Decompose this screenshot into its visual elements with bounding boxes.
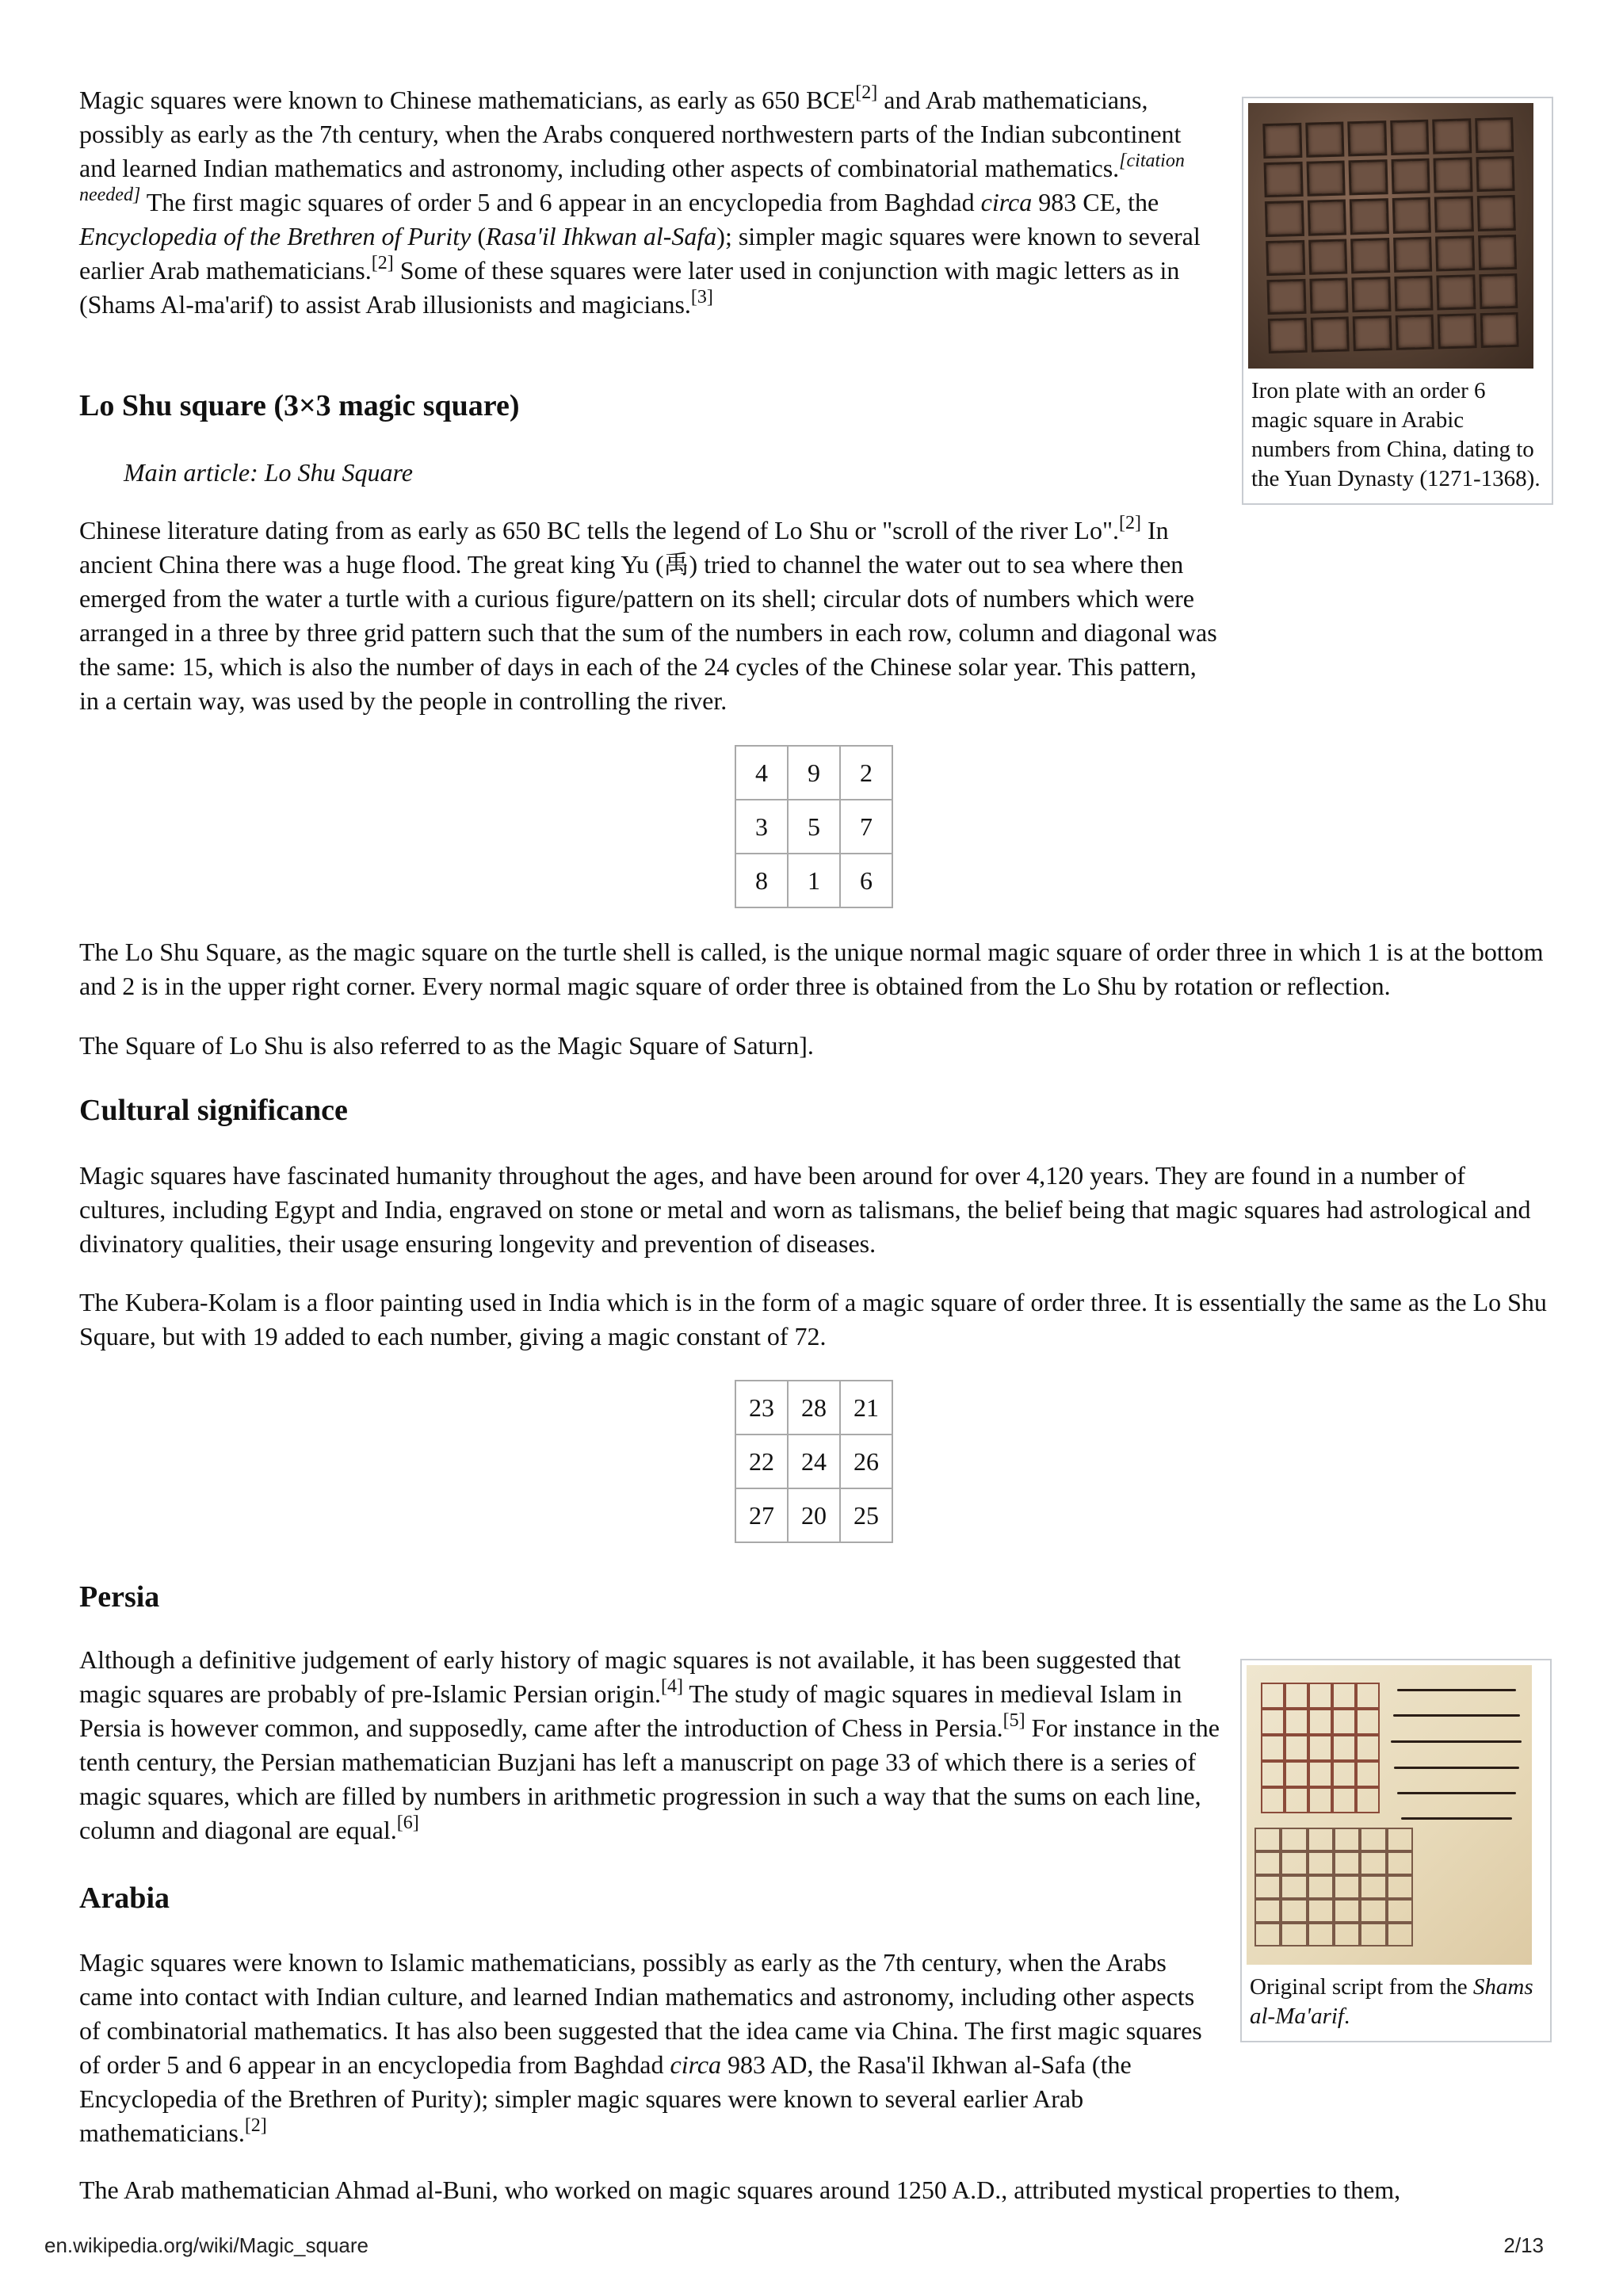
kubera-kolam-square-table: [735, 1380, 893, 1543]
al-buni-paragraph: The Arab mathematician Ahmad al-Buni, who worked on magic squares around 1250 A.D., attributed mystical properties to them,: [79, 2176, 1401, 2204]
cultural-paragraph: Magic squares have fascinated humanity throughout the ages, and have been around for over 4,120 years. They are found in a number of cultures, including Egypt and India, engraved on stone or metal and worn as talismans, the belief being that magic squares had astrological and divinatory qualities, their usage ensuring longevity and prevention of diseases.: [79, 1161, 1531, 1258]
manuscript-grid-upper: [1261, 1683, 1380, 1813]
lo-shu-description: The Lo Shu Square, as the magic square on the turtle shell is called, is the unique normal magic square of order three in which 1 is at the bottom and 2 is in the upper right corner. Every normal magic square of order three is obtained from the Lo Shu by rotation or reflection.: [79, 938, 1544, 1000]
arabia-paragraph: Magic squares were known to Islamic mathematicians, possibly as early as the 7th century, when the Arabs came into contact with Indian culture, and learned Indian mathematics and astronomy, including other aspects of combinatorial mathematics. It has also been suggested that the idea came via China. The first magic squares of order 5 and 6 appear in an encyclopedia from Baghdad circa 983 AD, the Rasa'il Ikhwan al-Safa (the Encyclopedia of the Brethren of Purity); simpler magic squares were known to several earlier Arab mathematicians.[2]: [79, 1948, 1202, 2147]
ref-2[interactable]: [2]: [855, 82, 878, 103]
table-cell: 21: [840, 1381, 892, 1435]
table-cell: 2: [840, 746, 892, 800]
intro-paragraph: Magic squares were known to Chinese mathematicians, as early as 650 BCE[2] and Arab mathematicians, possibly as early as the 7th century, when the Arabs conquered northwestern parts of the Indian subcontinent and learned Indian mathematics and astronomy, including other aspects of combinatorial mathematics.[citation needed] The first magic squares of order 5 and 6 appear in an encyclopedia from Baghdad circa 983 CE, the Encyclopedia of the Brethren of Purity (Rasa'il Ihkwan al-Safa); simpler magic squares were known to several earlier Arab mathematicians.[2] Some of these squares were later used in conjunction with magic letters as in (Shams Al-ma'arif) to assist Arab illusionists and magicians.[3]: [79, 82, 1201, 319]
arabia-heading: Arabia: [79, 1881, 170, 1915]
shams-caption: Original script from the Shams al-Ma'arif.: [1250, 1974, 1533, 2029]
lo-shu-hatnote[interactable]: Main article: Lo Shu Square: [124, 458, 413, 487]
table-row: [735, 800, 892, 854]
kubera-kolam-paragraph: The Kubera-Kolam is a floor painting used in India which is in the form of a magic square of order three. It is essentially the same as the Lo Shu Square, but with 19 added to each number, giving a magic constant of 72.: [79, 1288, 1547, 1350]
iron-plate-figure: [1242, 97, 1553, 505]
lo-shu-saturn: The Square of Lo Shu is also referred to as the Magic Square of Saturn].: [79, 1031, 814, 1060]
cultural-heading: Cultural significance: [79, 1094, 348, 1127]
table-cell: 8: [735, 854, 788, 907]
shams-figure: [1240, 1659, 1552, 2042]
shams-manuscript-image[interactable]: [1247, 1665, 1532, 1965]
table-cell: 24: [788, 1435, 840, 1488]
lo-shu-heading: Lo Shu square (3×3 magic square): [79, 389, 520, 422]
ref-4[interactable]: [4]: [660, 1676, 683, 1697]
table-cell: 23: [735, 1381, 788, 1435]
iron-plate-caption: Iron plate with an order 6 magic square in Arabic numbers from China, dating to the Yuan Dynasty (1271-1368).: [1251, 378, 1541, 491]
table-cell: 6: [840, 854, 892, 907]
lo-shu-paragraph-wrapped: Chinese literature dating from as early as 650 BC tells the legend of Lo Shu or "scroll of the river Lo".[2] In ancient China there was a huge flood. The great king Yu (禹) tried to channel the water out to sea where then emerged from the water a turtle with a curious figure/pattern on its shell; circular dots of numbers which were arranged in a three by three grid pattern such that the sum of the numbers in each row, column and diagonal was the same: 15, which is also the number of days in each of the 24 cycles of the Chinese solar year. This pattern, in a certain way, was used by the people in controlling the river.: [79, 513, 1217, 715]
table-cell: 20: [788, 1488, 840, 1542]
table-cell: 7: [840, 800, 892, 854]
table-cell: 26: [840, 1435, 892, 1488]
ref-2[interactable]: [2]: [371, 253, 394, 273]
iron-plate-grid: [1262, 117, 1518, 353]
table-row: [735, 1381, 892, 1435]
table-cell: 22: [735, 1435, 788, 1488]
ref-2[interactable]: [2]: [1119, 513, 1141, 533]
table-cell: 9: [788, 746, 840, 800]
table-row: [735, 854, 892, 907]
manuscript-grid-lower: [1254, 1828, 1413, 1946]
lo-shu-square-table: [735, 745, 893, 908]
table-cell: 4: [735, 746, 788, 800]
table-cell: 27: [735, 1488, 788, 1542]
table-cell: 3: [735, 800, 788, 854]
table-row: [735, 746, 892, 800]
citation-needed-link[interactable]: [citation needed]: [79, 151, 1185, 205]
persia-paragraph: Although a definitive judgement of early history of magic squares is not available, it has been suggested that magic squares are probably of pre-Islamic Persian origin.[4] The study of magic squares in medieval Islam in Persia is however common, and supposedly, came after the introduction of Chess in Persia.[5] For instance in the tenth century, the Persian mathematician Buzjani has left a manuscript on page 33 of which there is a series of magic squares, which are filled by numbers in arithmetic progression in such a way that the sums on each line, column and diagonal are equal.[6]: [79, 1645, 1220, 1844]
ref-6[interactable]: [6]: [396, 1813, 419, 1833]
footer-url: en.wikipedia.org/wiki/Magic_square: [44, 2233, 369, 2257]
table-cell: 25: [840, 1488, 892, 1542]
iron-plate-image[interactable]: [1248, 103, 1533, 369]
persia-heading: Persia: [79, 1580, 160, 1614]
ref-5[interactable]: [5]: [1002, 1710, 1025, 1731]
footer-page-number: 2/13: [1503, 2233, 1544, 2257]
ref-2[interactable]: [2]: [244, 2115, 267, 2136]
table-cell: 28: [788, 1381, 840, 1435]
ref-3[interactable]: [3]: [690, 287, 713, 308]
table-row: [735, 1488, 892, 1542]
table-cell: 1: [788, 854, 840, 907]
table-row: [735, 1435, 892, 1488]
table-cell: 5: [788, 800, 840, 854]
